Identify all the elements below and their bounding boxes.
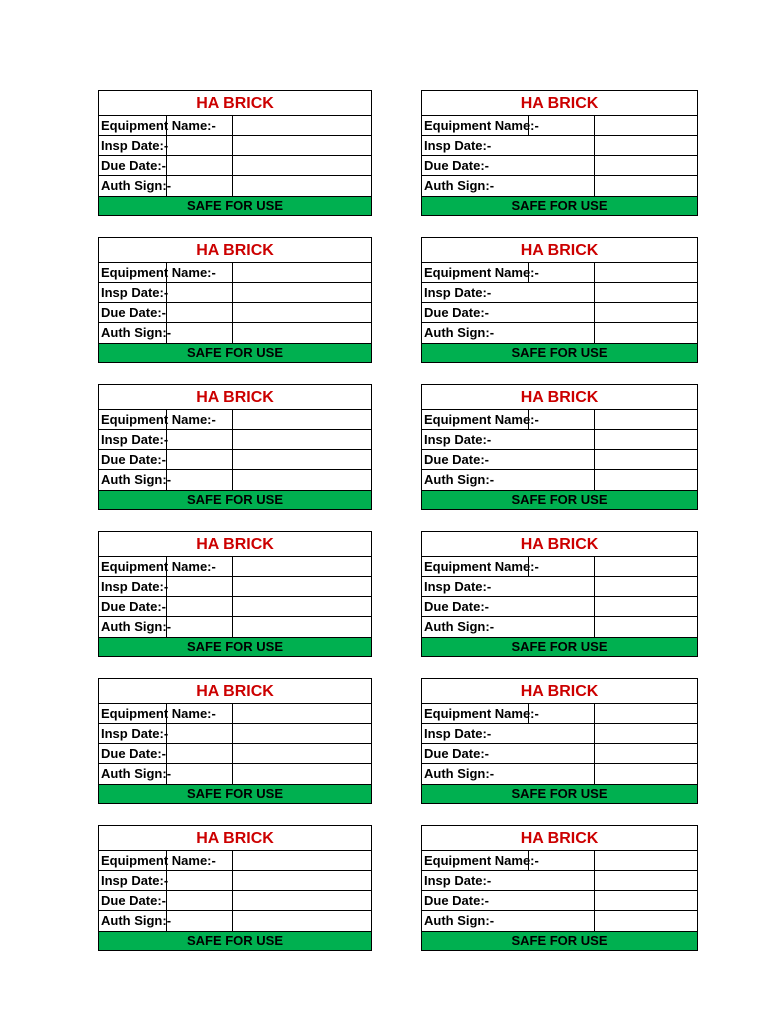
field-auth-sign: Auth Sign:- [101, 913, 172, 928]
label-title: HA BRICK [422, 238, 697, 263]
field-auth-sign: Auth Sign:- [101, 325, 172, 340]
field-auth-sign: Auth Sign:- [424, 325, 495, 340]
field-auth-sign: Auth Sign:- [424, 766, 495, 781]
field-equipment-name: Equipment Name:- [101, 265, 216, 280]
label-card [421, 825, 698, 951]
field-insp-date: Insp Date:- [424, 432, 492, 447]
label-card [98, 531, 372, 657]
field-due-date: Due Date:- [101, 599, 167, 614]
label-title: HA BRICK [99, 238, 371, 263]
label-title: HA BRICK [99, 679, 371, 704]
field-equipment-name: Equipment Name:- [424, 265, 539, 280]
field-due-date: Due Date:- [424, 599, 490, 614]
status-banner: SAFE FOR USE [99, 637, 371, 656]
field-due-date: Due Date:- [101, 305, 167, 320]
field-due-date: Due Date:- [101, 158, 167, 173]
field-due-date: Due Date:- [424, 305, 490, 320]
field-insp-date: Insp Date:- [424, 285, 492, 300]
field-insp-date: Insp Date:- [424, 726, 492, 741]
status-banner: SAFE FOR USE [422, 343, 697, 362]
field-insp-date: Insp Date:- [101, 432, 169, 447]
field-equipment-name: Equipment Name:- [424, 118, 539, 133]
field-insp-date: Insp Date:- [424, 873, 492, 888]
label-card [98, 237, 372, 363]
status-banner: SAFE FOR USE [99, 490, 371, 509]
field-insp-date: Insp Date:- [101, 873, 169, 888]
label-card [98, 384, 372, 510]
label-title: HA BRICK [422, 91, 697, 116]
label-title: HA BRICK [422, 679, 697, 704]
field-equipment-name: Equipment Name:- [101, 853, 216, 868]
field-insp-date: Insp Date:- [424, 579, 492, 594]
label-card [98, 90, 372, 216]
label-card [421, 90, 698, 216]
field-due-date: Due Date:- [101, 893, 167, 908]
label-title: HA BRICK [99, 91, 371, 116]
field-equipment-name: Equipment Name:- [424, 559, 539, 574]
field-equipment-name: Equipment Name:- [424, 412, 539, 427]
field-due-date: Due Date:- [101, 746, 167, 761]
field-equipment-name: Equipment Name:- [101, 412, 216, 427]
status-banner: SAFE FOR USE [422, 196, 697, 215]
field-equipment-name: Equipment Name:- [424, 706, 539, 721]
field-due-date: Due Date:- [424, 746, 490, 761]
field-auth-sign: Auth Sign:- [101, 178, 172, 193]
field-equipment-name: Equipment Name:- [424, 853, 539, 868]
status-banner: SAFE FOR USE [422, 784, 697, 803]
label-title: HA BRICK [99, 826, 371, 851]
field-equipment-name: Equipment Name:- [101, 559, 216, 574]
status-banner: SAFE FOR USE [99, 931, 371, 950]
field-due-date: Due Date:- [424, 893, 490, 908]
label-card [421, 384, 698, 510]
field-auth-sign: Auth Sign:- [424, 913, 495, 928]
status-banner: SAFE FOR USE [99, 784, 371, 803]
field-auth-sign: Auth Sign:- [424, 178, 495, 193]
field-due-date: Due Date:- [101, 452, 167, 467]
status-banner: SAFE FOR USE [422, 931, 697, 950]
field-auth-sign: Auth Sign:- [424, 472, 495, 487]
field-auth-sign: Auth Sign:- [101, 766, 172, 781]
label-title: HA BRICK [422, 385, 697, 410]
label-title: HA BRICK [422, 826, 697, 851]
status-banner: SAFE FOR USE [422, 637, 697, 656]
field-insp-date: Insp Date:- [101, 579, 169, 594]
field-due-date: Due Date:- [424, 452, 490, 467]
field-equipment-name: Equipment Name:- [101, 118, 216, 133]
field-insp-date: Insp Date:- [101, 285, 169, 300]
status-banner: SAFE FOR USE [99, 196, 371, 215]
label-card [98, 825, 372, 951]
field-insp-date: Insp Date:- [424, 138, 492, 153]
field-due-date: Due Date:- [424, 158, 490, 173]
field-insp-date: Insp Date:- [101, 726, 169, 741]
label-title: HA BRICK [99, 385, 371, 410]
field-equipment-name: Equipment Name:- [101, 706, 216, 721]
field-auth-sign: Auth Sign:- [101, 472, 172, 487]
label-title: HA BRICK [422, 532, 697, 557]
label-card [98, 678, 372, 804]
field-insp-date: Insp Date:- [101, 138, 169, 153]
status-banner: SAFE FOR USE [422, 490, 697, 509]
label-card [421, 678, 698, 804]
label-card [421, 531, 698, 657]
field-auth-sign: Auth Sign:- [424, 619, 495, 634]
label-title: HA BRICK [99, 532, 371, 557]
field-auth-sign: Auth Sign:- [101, 619, 172, 634]
status-banner: SAFE FOR USE [99, 343, 371, 362]
label-card [421, 237, 698, 363]
